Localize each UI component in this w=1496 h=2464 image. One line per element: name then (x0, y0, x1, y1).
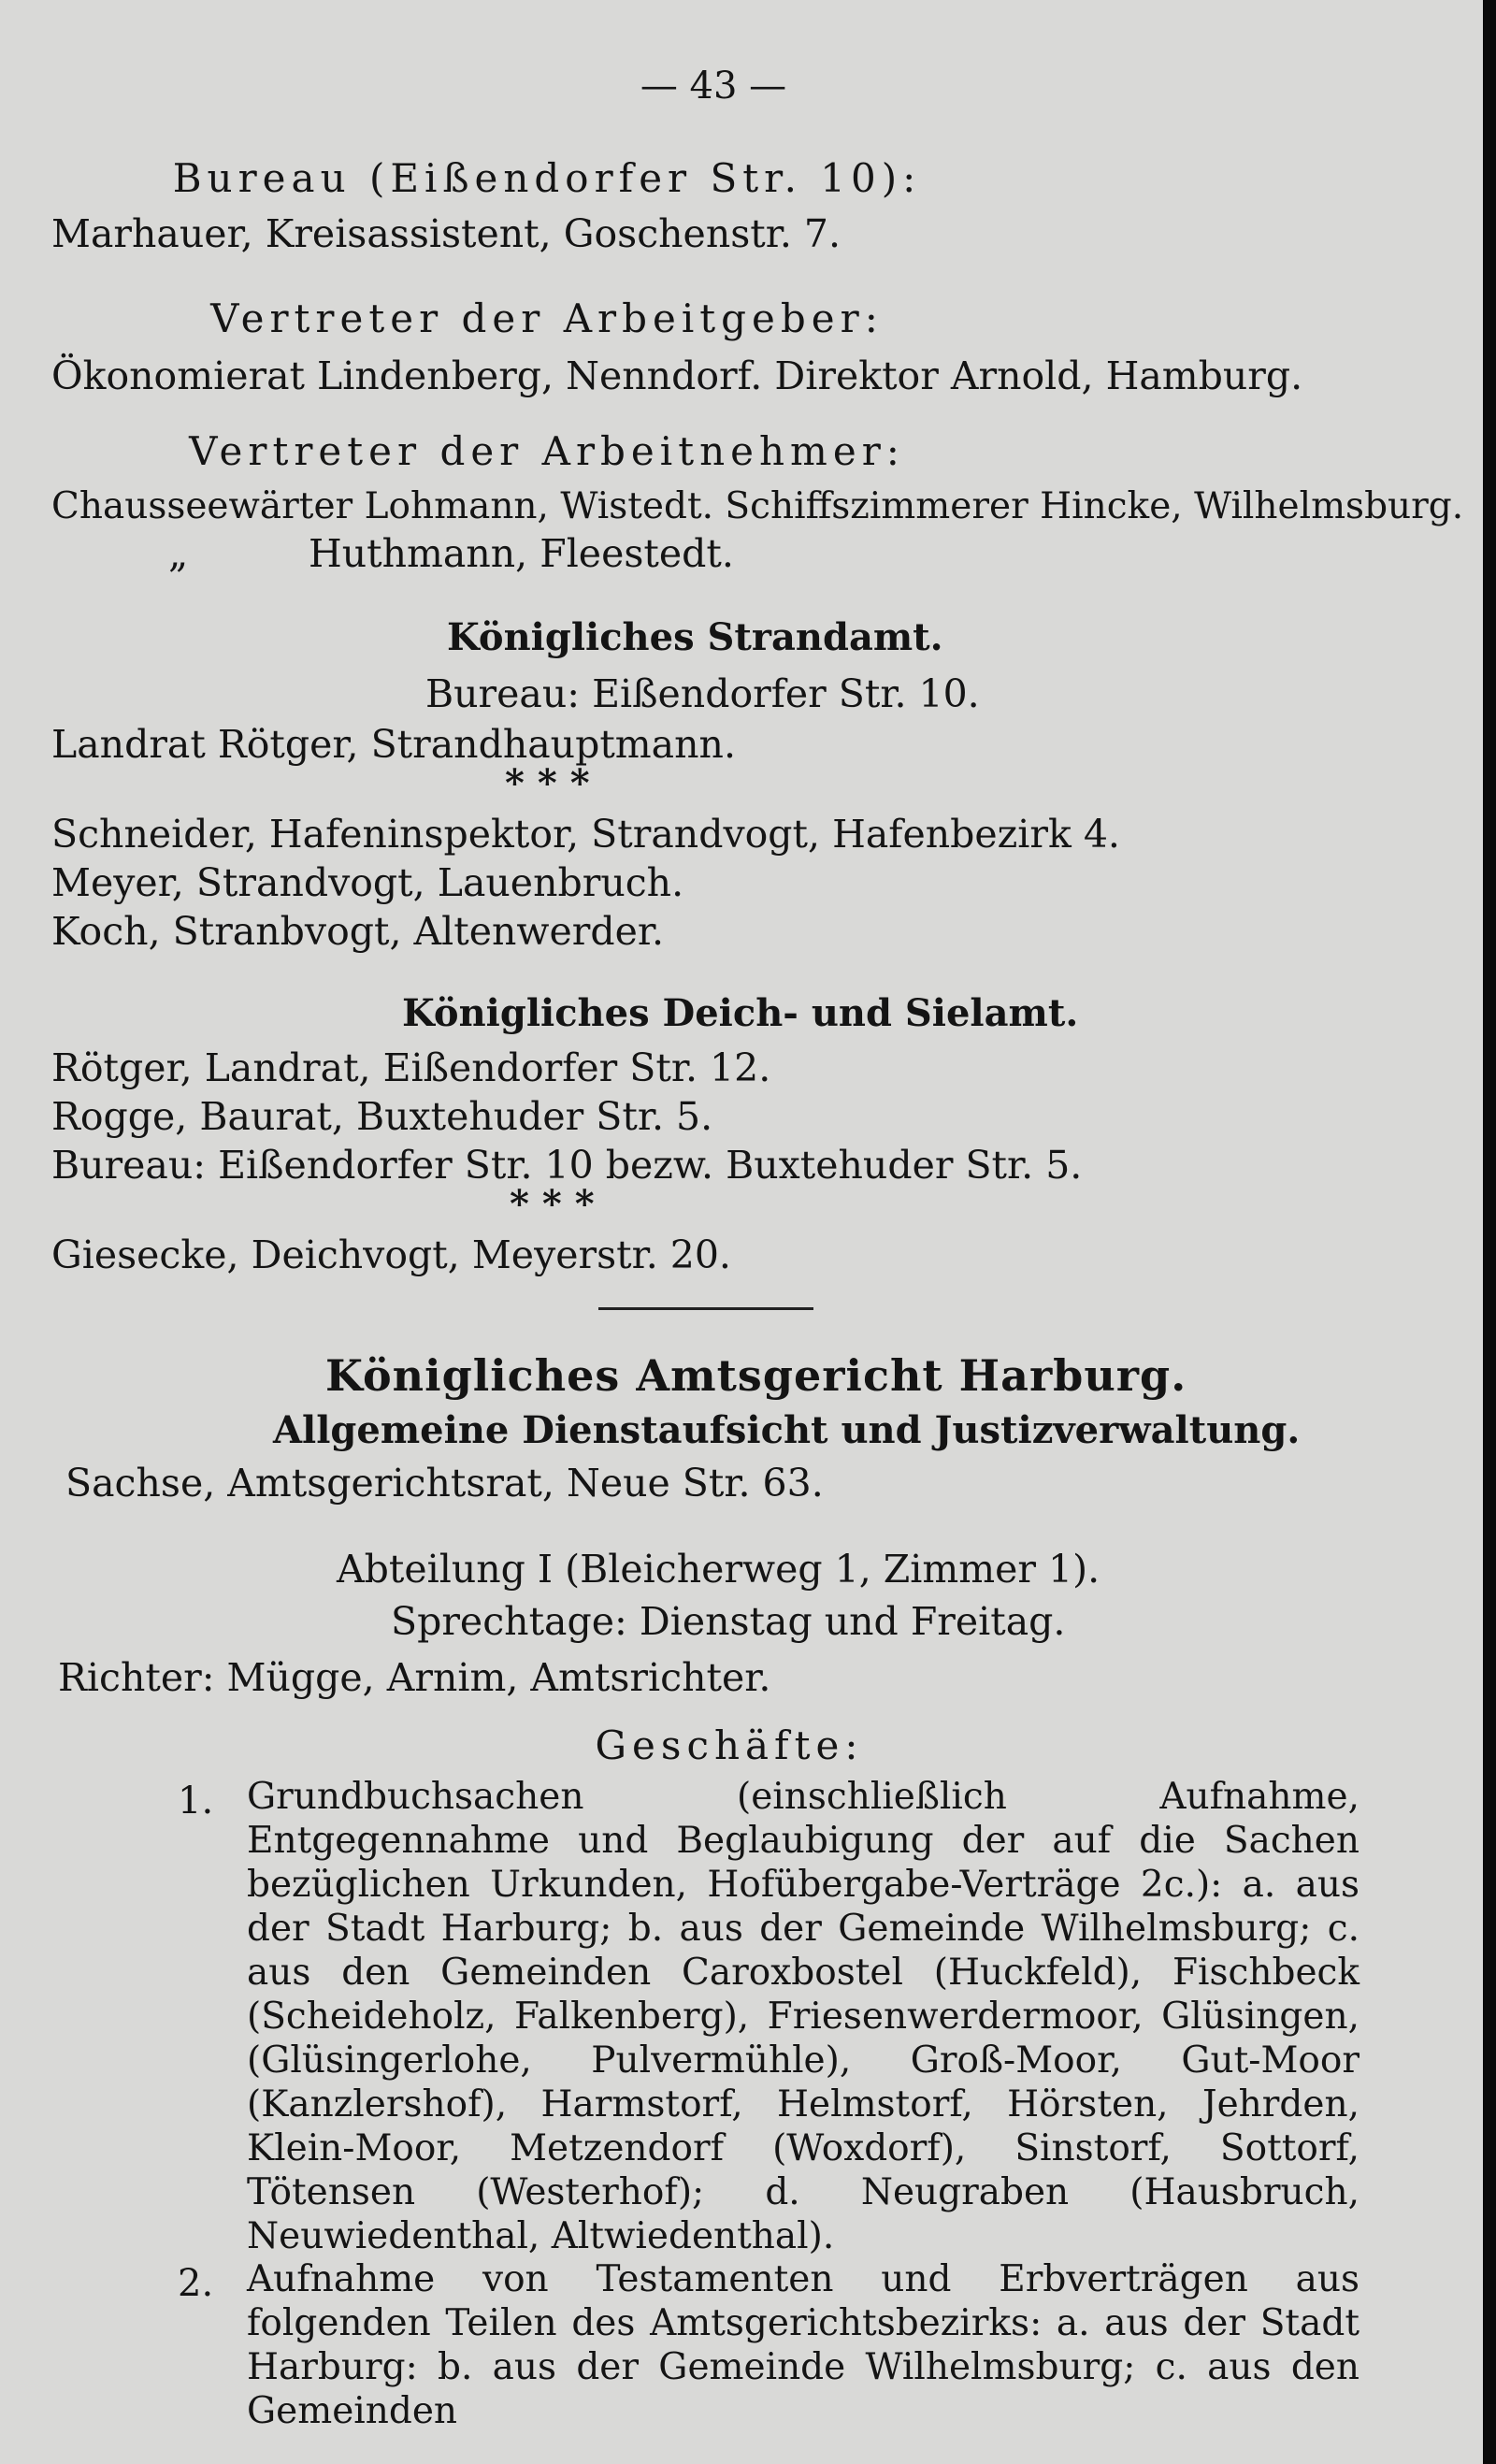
section-divider (598, 1307, 813, 1310)
strandamt-head: Landrat Rötger, Strandhauptmann. (51, 722, 736, 767)
employers-heading: Vertreter der Arbeitgeber: (210, 295, 884, 341)
sprechtage: Sprechtage: Dienstag und Freitag. (391, 1599, 1066, 1644)
amtsgericht-head: Sachse, Amtsgerichtsrat, Neue Str. 63. (65, 1461, 824, 1506)
separator-stars-1: * * * (505, 761, 590, 805)
employees-line-1: Chausseewärter Lohmann, Wistedt. Schiffszimmerer Hincke, Wilhelmsburg. (51, 485, 1464, 527)
bureau-line: Marhauer, Kreisassistent, Goschenstr. 7. (51, 211, 842, 256)
amtsgericht-subtitle: Allgemeine Dienstaufsicht und Justizverwaltung. (273, 1408, 1301, 1452)
deichamt-line-3: Bureau: Eißendorfer Str. 10 bezw. Buxtehuder Str. 5. (51, 1143, 1083, 1188)
item-text: Grundbuchsachen (einschließlich Aufnahme, Entgegennahme und Beglaubigung der auf die Sachen bezüglichen Urkunden, Hofübergabe-Verträge 2c.): a. aus der Stadt Harburg; b. aus der Gemeinde Wilhelmsburg; c. aus den Gemeinden Caroxbostel (Huckfeld), Fischbeck (Scheideholz, Falkenberg), Friesenwerdermoor, Glüsingen, (Glüsingerlohe, Pulvermühle), Groß-Moor, Gut-Moor (Kanzlershof), Harmstorf, Helmstorf, Hörsten, Jehrden, Klein-Moor, Metzendorf (Woxdorf), Sinstorf, Sottorf, Tötensen (Westerhof); d. Neugraben (Hausbruch, Neuwiedenthal, Altwiedenthal). (247, 1776, 1359, 2257)
strandamt-line-2: Meyer, Strandvogt, Lauenbruch. (51, 860, 684, 905)
deichamt-line-2: Rogge, Baurat, Buxtehuder Str. 5. (51, 1094, 713, 1139)
page-number: — 43 — (640, 65, 787, 108)
amtsgericht-title: Königliches Amtsgericht Harburg. (325, 1350, 1187, 1401)
abteilung-heading: Abteilung I (Bleicherweg 1, Zimmer 1). (337, 1547, 1100, 1592)
deichamt-after: Giesecke, Deichvogt, Meyerstr. 20. (51, 1232, 731, 1277)
employees-line-2: Huthmann, Fleestedt. (309, 531, 734, 576)
separator-stars-2: * * * (510, 1182, 595, 1226)
strandamt-title: Königliches Strandamt. (447, 615, 943, 659)
employees-heading: Vertreter der Arbeitnehmer: (189, 428, 905, 474)
strandamt-line-1: Schneider, Hafeninspektor, Strandvogt, Hafenbezirk 4. (51, 812, 1120, 857)
deichamt-line-1: Rötger, Landrat, Eißendorfer Str. 12. (51, 1045, 771, 1090)
bureau-heading: Bureau (Eißendorfer Str. 10): (172, 155, 922, 201)
deichamt-title: Königliches Deich- und Sielamt. (402, 991, 1079, 1035)
strandamt-line-3: Koch, Stranbvogt, Altenwerder. (51, 909, 664, 954)
item-number: 2. (178, 2262, 214, 2305)
richter: Richter: Mügge, Arnim, Amtsrichter. (58, 1655, 771, 1700)
item-number: 1. (178, 1780, 214, 1823)
ditto-mark: „ (168, 531, 189, 576)
employers-line: Ökonomierat Lindenberg, Nenndorf. Direktor Arnold, Hamburg. (51, 353, 1303, 398)
strandamt-bureau: Bureau: Eißendorfer Str. 10. (425, 671, 980, 716)
item-text: Aufnahme von Testamenten und Erbverträgen aus folgenden Teilen des Amtsgerichtsbezirks: a. aus der Stadt Harburg: b. aus der Gemeinde Wilhelmsburg; c. aus den Gemeinden (247, 2258, 1359, 2432)
geschaefte-heading: Geschäfte: (595, 1722, 864, 1768)
